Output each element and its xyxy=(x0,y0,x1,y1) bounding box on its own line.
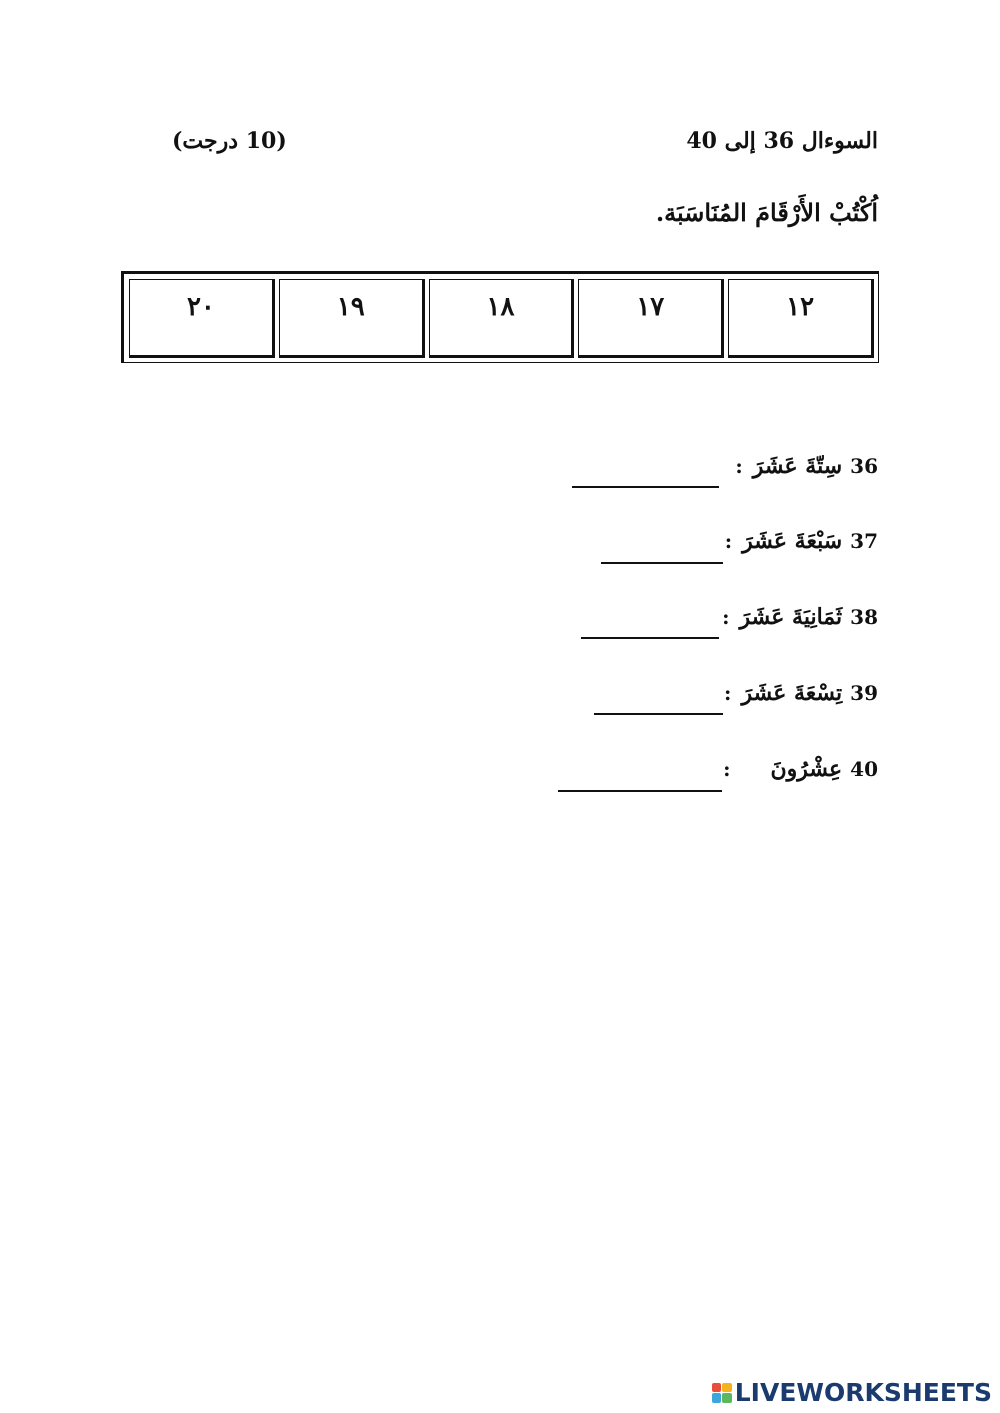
answer-blank-36[interactable] xyxy=(572,486,719,488)
number-cell: ٢٠ xyxy=(129,279,275,358)
question-number: 37 xyxy=(850,529,878,553)
colon: : xyxy=(723,757,731,781)
brand-logo-icon xyxy=(712,1383,732,1403)
question-37 xyxy=(715,521,878,561)
question-39 xyxy=(714,673,878,713)
number-word: تِسْعَةَ عَشَرَ xyxy=(741,680,843,706)
answer-blank-37[interactable] xyxy=(601,562,723,564)
question-36 xyxy=(725,446,878,486)
colon: : xyxy=(722,605,730,629)
colon: : xyxy=(735,454,743,478)
colon: : xyxy=(724,681,732,705)
question-title: السوءال 36 إلى 40 xyxy=(686,128,878,154)
logo-square xyxy=(712,1393,722,1403)
number-cell: ١٩ xyxy=(279,279,425,358)
number-cell: ١٨ xyxy=(429,279,575,358)
question-40 xyxy=(713,749,878,789)
instruction-text: اُكْتُبْ الأَرْقَامَ المُنَاسَبَة. xyxy=(655,198,878,227)
question-number: 38 xyxy=(850,605,878,629)
number-word: عِشْرُونَ xyxy=(770,756,843,782)
number-cell: ١٢ xyxy=(728,279,874,358)
question-number: 40 xyxy=(850,757,878,781)
logo-square xyxy=(722,1383,732,1393)
liveworksheets-logo xyxy=(712,1378,992,1407)
question-38 xyxy=(712,597,878,637)
number-word: سِتّةَ عَشَرَ xyxy=(752,453,843,479)
points-label: (10 درجت) xyxy=(172,128,287,154)
answer-blank-38[interactable] xyxy=(581,637,719,639)
number-table xyxy=(121,271,879,363)
question-number: 39 xyxy=(850,681,878,705)
colon: : xyxy=(724,529,733,553)
brand-name: LIVEWORKSHEETS xyxy=(734,1378,992,1407)
answer-blank-39[interactable] xyxy=(594,713,723,715)
number-cell: ١٧ xyxy=(578,279,724,358)
number-word: ثَمَانِيَةَ عَشَرَ xyxy=(739,604,843,630)
logo-square xyxy=(722,1393,732,1403)
answer-blank-40[interactable] xyxy=(558,790,722,792)
question-number: 36 xyxy=(850,454,878,478)
number-word: سَبْعَةَ عَشَرَ xyxy=(742,528,843,554)
logo-square xyxy=(712,1383,722,1393)
